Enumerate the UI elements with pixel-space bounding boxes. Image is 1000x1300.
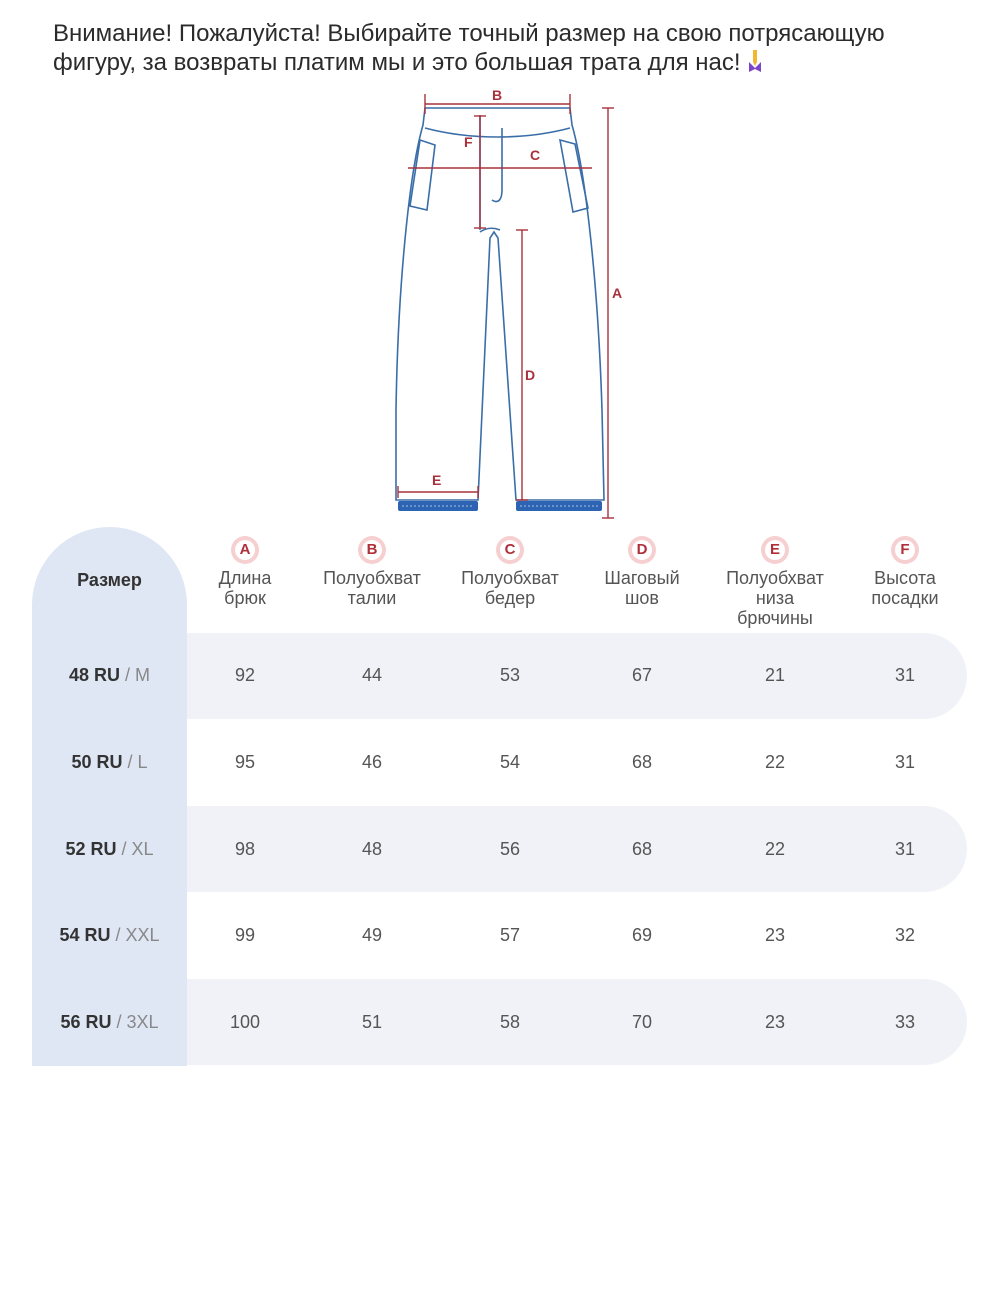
- table-cell: 54: [499, 751, 521, 772]
- table-cell: 56: [499, 838, 521, 859]
- column-label: Длина брюк: [218, 568, 272, 608]
- label-d: D: [525, 367, 536, 383]
- size-notice: [53, 20, 973, 77]
- letter-badge: C: [496, 536, 524, 564]
- trousers-outline: [396, 108, 604, 500]
- table-cell: 69: [631, 925, 653, 946]
- table-cell: 31: [894, 838, 916, 859]
- table-cell: 100: [229, 1012, 261, 1032]
- table-cell: 53: [499, 665, 521, 685]
- measurement-lines: [398, 94, 614, 518]
- table-cell: 99: [234, 925, 256, 946]
- praying-hands-icon: [747, 48, 763, 74]
- table-cell: 23: [764, 925, 786, 946]
- column-header-d: [567, 536, 717, 608]
- label-e: E: [432, 472, 442, 488]
- size-label: 56 RU / 3XL: [60, 1012, 159, 1032]
- column-label: Шаговый шов: [604, 568, 680, 608]
- table-cell: 48: [361, 838, 383, 859]
- column-header-b: [297, 536, 447, 608]
- table-cell: 58: [499, 1012, 521, 1032]
- table-cell: 98: [234, 838, 256, 859]
- column-label: Полуобхват низа брючины: [726, 568, 824, 628]
- table-cell: 49: [361, 925, 383, 946]
- size-header: Размер: [77, 570, 142, 590]
- size-label: 54 RU / XXL: [59, 925, 160, 946]
- column-label: Высота посадки: [871, 568, 939, 608]
- label-b: B: [492, 87, 503, 103]
- table-cell: 70: [631, 1012, 653, 1032]
- letter-badge: A: [231, 536, 259, 564]
- label-a: A: [612, 285, 623, 301]
- table-cell: 44: [361, 665, 383, 685]
- size-label: 52 RU / XL: [65, 838, 154, 859]
- table-cell: 32: [894, 925, 916, 946]
- table-cell: 51: [361, 1012, 383, 1032]
- column-header-c: [435, 536, 585, 608]
- column-header-f: [830, 536, 980, 608]
- table-cell: 22: [764, 751, 786, 772]
- label-f: F: [464, 134, 473, 150]
- column-label: Полуобхват бедер: [461, 568, 559, 608]
- table-cell: 21: [764, 665, 786, 685]
- column-header-e: [700, 536, 850, 628]
- letter-badge: D: [628, 536, 656, 564]
- table-cell: 31: [894, 665, 916, 685]
- table-cell: 23: [764, 1012, 786, 1032]
- table-cell: 22: [764, 838, 786, 859]
- table-cell: 33: [894, 1012, 916, 1032]
- table-cell: 68: [631, 838, 653, 859]
- table-cell: 46: [361, 751, 383, 772]
- label-c: C: [530, 147, 541, 163]
- table-cell: 67: [631, 665, 653, 685]
- size-column-background: [32, 527, 187, 1066]
- size-label: 48 RU / M: [68, 665, 151, 685]
- letter-badge: E: [761, 536, 789, 564]
- table-cell: 95: [234, 751, 256, 772]
- table-cell: 31: [894, 751, 916, 772]
- table-cell: 68: [631, 751, 653, 772]
- trousers-diagram: [380, 80, 640, 520]
- size-label: 50 RU / L: [71, 751, 148, 772]
- letter-badge: F: [891, 536, 919, 564]
- column-label: Полуобхват талии: [323, 568, 421, 608]
- notice-text: Внимание! Пожалуйста! Выбирайте точный размер на свою потрясающую фигуру, за возвраты платим мы и это большая трата для нас!: [53, 20, 885, 76]
- table-cell: 57: [499, 925, 521, 946]
- table-cell: 92: [234, 665, 256, 685]
- letter-badge: B: [358, 536, 386, 564]
